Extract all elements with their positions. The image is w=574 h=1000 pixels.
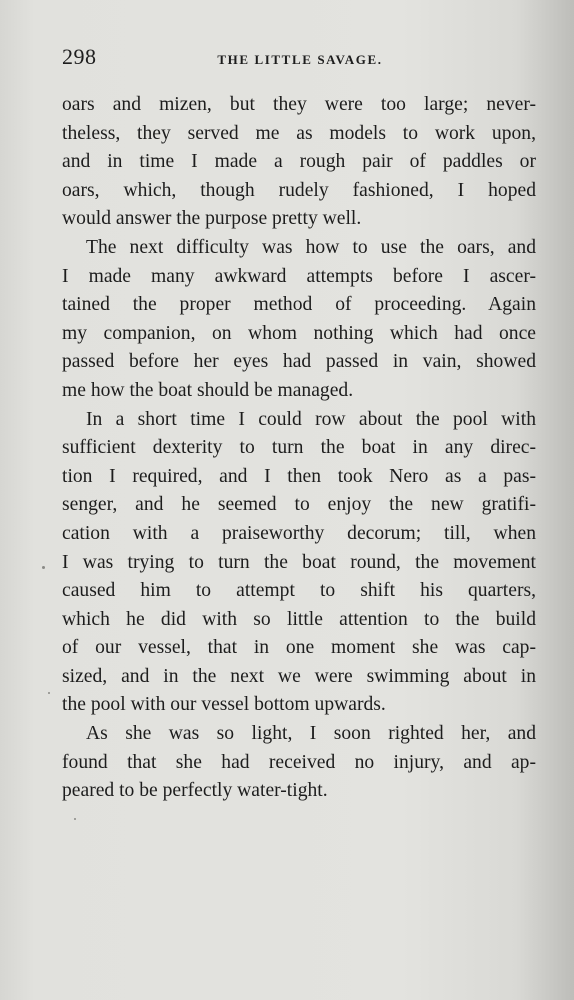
text-line: oars and mizen, but they were too large; never- (62, 94, 536, 115)
paper-speck (74, 818, 76, 820)
text-line: tion I required, and I then took Nero as a pas- (62, 465, 536, 487)
text-line: caused him to attempt to shift his quarters, (62, 580, 536, 602)
book-title: THE LITTLE SAVAGE. (217, 52, 383, 67)
paragraph-first-line: In a short time I could row about the pool with (86, 408, 536, 430)
paper-speck (42, 566, 45, 569)
text-line: I made many awkward attempts before I ascer- (62, 265, 536, 287)
text-line: peared to be perfectly water-tight. (62, 780, 328, 802)
running-head (62, 44, 538, 78)
text-line: passed before her eyes had passed in vain, showed (62, 351, 536, 373)
text-line: my companion, on whom nothing which had once (62, 322, 536, 344)
text-line: sized, and in the next we were swimming about in (62, 665, 536, 687)
paper-speck (48, 692, 50, 694)
text-line: cation with a praiseworthy decorum; till, when (62, 522, 536, 544)
text-line: would answer the purpose pretty well. (62, 208, 362, 230)
text-line: sufficient dexterity to turn the boat in any direc- (62, 437, 536, 459)
paragraph-first-line: As she was so light, I soon righted her, and (86, 723, 536, 745)
page-number: 298 (62, 44, 97, 69)
text-line: I was trying to turn the boat round, the movement (62, 551, 536, 573)
paragraph-first-line: The next difficulty was how to use the oars, and (86, 236, 536, 258)
text-line: tained the proper method of proceeding. Again (62, 294, 536, 316)
text-line: senger, and he seemed to enjoy the new gratifi- (62, 494, 536, 516)
text-line: found that she had received no injury, and ap- (62, 751, 536, 773)
body-text (62, 91, 536, 806)
text-line: of our vessel, that in one moment she was cap- (62, 637, 536, 659)
text-line: and in time I made a rough pair of paddles or (62, 151, 536, 173)
text-line: which he did with so little attention to the build (62, 608, 536, 630)
text-line: theless, they served me as models to work upon, (62, 122, 536, 144)
text-line: the pool with our vessel bottom upwards. (62, 694, 386, 716)
text-line: oars, which, though rudely fashioned, I hoped (62, 179, 536, 201)
text-line: me how the boat should be managed. (62, 379, 354, 401)
